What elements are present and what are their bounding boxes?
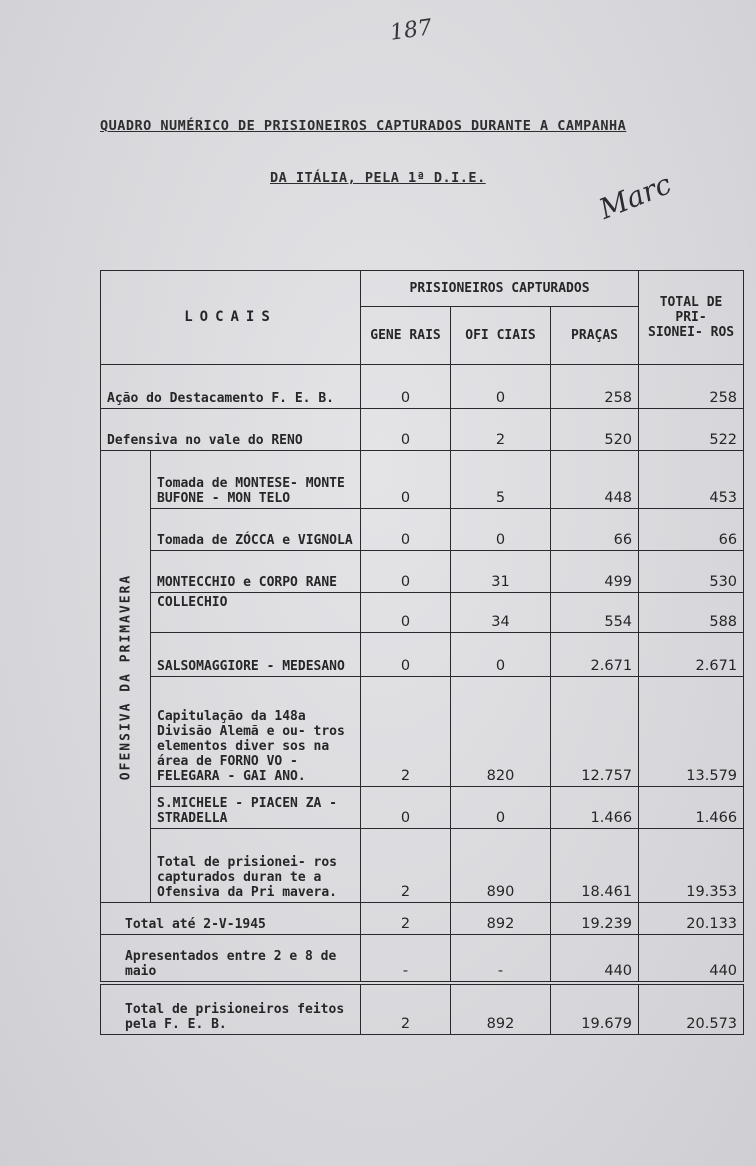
- row-pracas: 2.671: [551, 633, 639, 677]
- row-oficiais: 34: [451, 593, 551, 633]
- row-oficiais: 2: [451, 409, 551, 451]
- row-total: 258: [639, 365, 744, 409]
- table-row: [101, 551, 744, 593]
- row-oficiais: 892: [451, 983, 551, 1035]
- side-group-label: OFENSIVA DA PRIMAVERA: [118, 573, 133, 780]
- table-row: [101, 829, 744, 903]
- row-generais: 0: [361, 509, 451, 551]
- row-oficiais: -: [451, 935, 551, 983]
- prisoners-table: [100, 270, 744, 1035]
- table-row: [101, 593, 744, 633]
- row-oficiais: 892: [451, 903, 551, 935]
- row-generais: 2: [361, 677, 451, 787]
- row-oficiais: 0: [451, 365, 551, 409]
- row-local: Defensiva no vale do RENO: [101, 409, 361, 451]
- row-total: 588: [639, 593, 744, 633]
- row-total: 20.573: [639, 983, 744, 1035]
- row-total: 66: [639, 509, 744, 551]
- row-generais: 2: [361, 983, 451, 1035]
- row-pracas: 1.466: [551, 787, 639, 829]
- table-row: [101, 409, 744, 451]
- row-generais: 2: [361, 829, 451, 903]
- header-generais: GENE RAIS: [361, 307, 451, 365]
- row-generais: 0: [361, 365, 451, 409]
- row-local: Apresentados entre 2 e 8 de maio: [101, 935, 361, 983]
- table-row: [101, 787, 744, 829]
- page-number: 187: [388, 15, 434, 46]
- row-oficiais: 0: [451, 633, 551, 677]
- header-pracas: PRAÇAS: [551, 307, 639, 365]
- row-oficiais: 0: [451, 509, 551, 551]
- row-pracas: 18.461: [551, 829, 639, 903]
- row-generais: 0: [361, 593, 451, 633]
- row-pracas: 448: [551, 451, 639, 509]
- row-generais: -: [361, 935, 451, 983]
- row-total: 453: [639, 451, 744, 509]
- row-local: MONTECCHIO e CORPO RANE: [151, 551, 361, 593]
- header-prisioneiros-capturados: PRISIONEIROS CAPTURADOS: [361, 271, 639, 307]
- row-local: Capitulação da 148a Divisão Alemã e ou- tros elementos diver sos na área de FORNO VO - FELEGARA - GAI ANO.: [151, 677, 361, 787]
- table-row-grand-total: [101, 983, 744, 1035]
- table-row-apresentados: [101, 935, 744, 983]
- row-total: 1.466: [639, 787, 744, 829]
- row-local: Tomada de ZÓCCA e VIGNOLA: [151, 509, 361, 551]
- row-oficiais: 0: [451, 787, 551, 829]
- header-row-1: [101, 271, 744, 307]
- handwritten-signature: Marc: [594, 167, 676, 226]
- row-pracas: 19.239: [551, 903, 639, 935]
- row-local: Ação do Destacamento F. E. B.: [101, 365, 361, 409]
- row-total: 530: [639, 551, 744, 593]
- row-pracas: 520: [551, 409, 639, 451]
- row-pracas: 258: [551, 365, 639, 409]
- row-local: Total até 2-V-1945: [101, 903, 361, 935]
- row-generais: 0: [361, 409, 451, 451]
- row-generais: 0: [361, 633, 451, 677]
- row-pracas: 440: [551, 935, 639, 983]
- row-local: Total de prisioneiros feitos pela F. E. B.: [101, 983, 361, 1035]
- row-total: 2.671: [639, 633, 744, 677]
- row-total: 13.579: [639, 677, 744, 787]
- table-row-total-ate: [101, 903, 744, 935]
- row-pracas: 66: [551, 509, 639, 551]
- row-total: 440: [639, 935, 744, 983]
- row-oficiais: 31: [451, 551, 551, 593]
- document-title-line-2: DA ITÁLIA, PELA 1ª D.I.E.: [270, 170, 486, 186]
- row-oficiais: 5: [451, 451, 551, 509]
- row-generais: 0: [361, 451, 451, 509]
- row-total: 20.133: [639, 903, 744, 935]
- row-local: Tomada de MONTESE- MONTE BUFONE - MON TELO: [151, 451, 361, 509]
- row-total: 522: [639, 409, 744, 451]
- table-row: [101, 677, 744, 787]
- table-row: [101, 365, 744, 409]
- row-generais: 2: [361, 903, 451, 935]
- header-total: TOTAL DE PRI- SIONEI- ROS: [639, 271, 744, 365]
- row-pracas: 554: [551, 593, 639, 633]
- row-local: Total de prisionei- ros capturados duran te a Ofensiva da Pri mavera.: [151, 829, 361, 903]
- row-local: SALSOMAGGIORE - MEDESANO: [151, 633, 361, 677]
- row-pracas: 19.679: [551, 983, 639, 1035]
- row-generais: 0: [361, 787, 451, 829]
- table-row: [101, 633, 744, 677]
- row-oficiais: 820: [451, 677, 551, 787]
- row-pracas: 499: [551, 551, 639, 593]
- row-oficiais: 890: [451, 829, 551, 903]
- table-row: [101, 451, 744, 509]
- row-local: S.MICHELE - PIACEN ZA - STRADELLA: [151, 787, 361, 829]
- header-locais: LOCAIS: [101, 271, 361, 365]
- row-generais: 0: [361, 551, 451, 593]
- row-pracas: 12.757: [551, 677, 639, 787]
- document-title-line-1: QUADRO NUMÉRICO DE PRISIONEIROS CAPTURADOS DURANTE A CAMPANHA: [100, 118, 627, 134]
- row-total: 19.353: [639, 829, 744, 903]
- header-oficiais: OFI CIAIS: [451, 307, 551, 365]
- row-local: COLLECHIO: [151, 593, 361, 633]
- table-row: [101, 509, 744, 551]
- side-group-label-cell: [101, 451, 151, 903]
